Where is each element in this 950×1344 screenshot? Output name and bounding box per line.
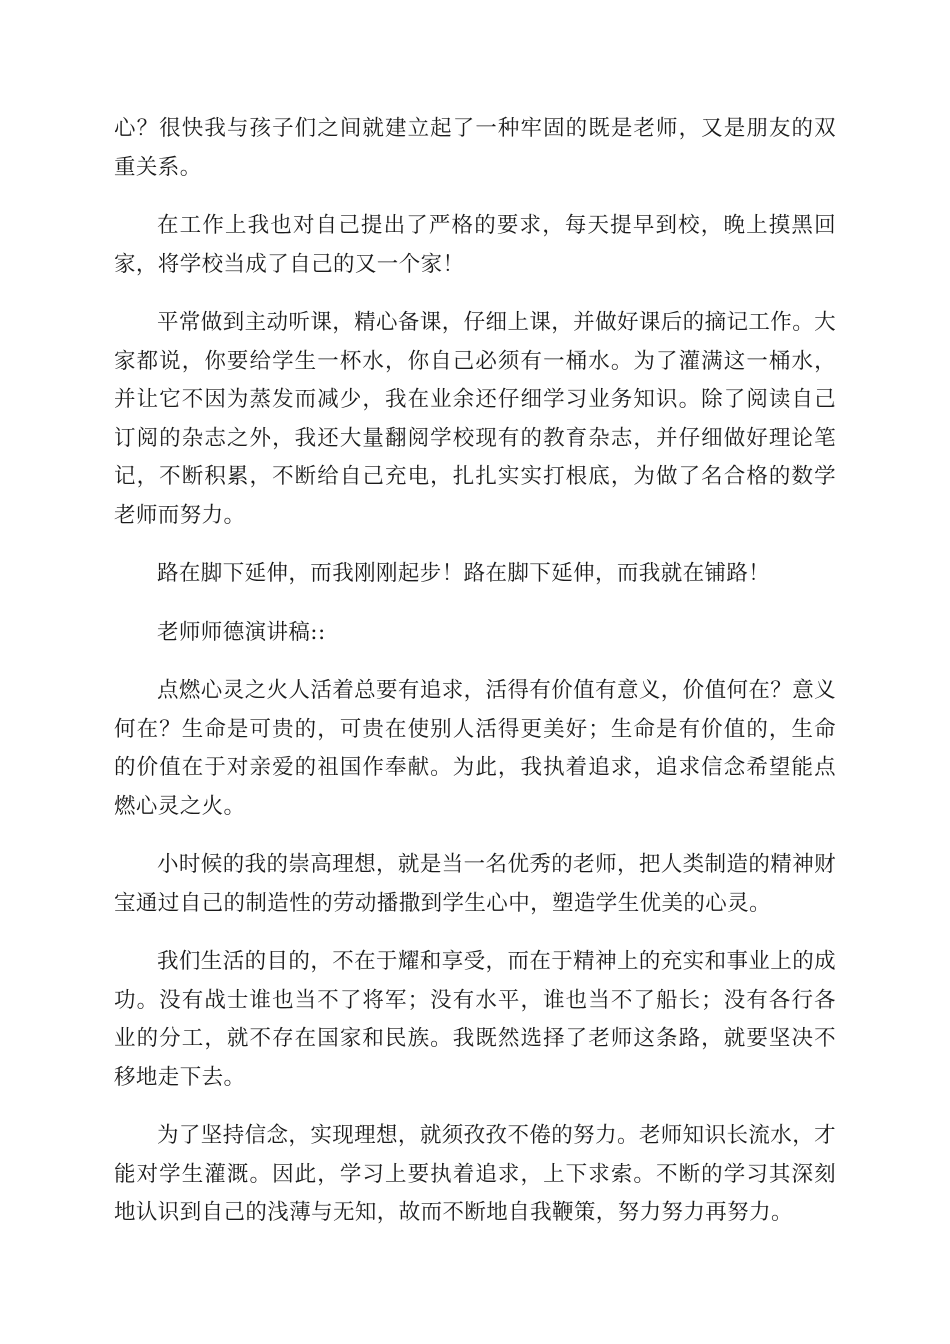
paragraph: 在工作上我也对自己提出了严格的要求，每天提早到校，晚上摸黑回家，将学校当成了自己的又一个家！ (114, 213, 836, 277)
paragraph-continuation: 心？很快我与孩子们之间就建立起了一种牢固的既是老师，又是朋友的双重关系。 (114, 116, 836, 180)
paragraph: 点燃心灵之火人活着总要有追求，活得有价值有意义，价值何在？意义何在？生命是可贵的，可贵在使别人活得更美好；生命是有价值的，生命的价值在于对亲爱的祖国作奉献。为此，我执着追求，追求信念希望能点燃心灵之火。 (114, 678, 836, 819)
paragraph: 小时候的我的崇高理想，就是当一名优秀的老师，把人类制造的精神财宝通过自己的制造性的劳动播撒到学生心中，塑造学生优美的心灵。 (114, 852, 836, 916)
paragraph: 为了坚持信念，实现理想，就须孜孜不倦的努力。老师知识长流水，才能对学生灌溉。因此，学习上要执着追求，上下求索。不断的学习其深刻地认识到自己的浅薄与无知，故而不断地自我鞭策，努力努力再努力。 (114, 1123, 836, 1225)
document-body (114, 110, 836, 1253)
paragraph: 平常做到主动听课，精心备课，仔细上课，并做好课后的摘记工作。大家都说，你要给学生一杯水，你自己必须有一桶水。为了灌满这一桶水，并让它不因为蒸发而减少，我在业余还仔细学习业务知识。除了阅读自己订阅的杂志之外，我还大量翻阅学校现有的教育杂志，并仔细做好理论笔记，不断积累，不断给自己充电，扎扎实实打根底，为做了名合格的数学老师而努力。 (114, 310, 836, 528)
paragraph: 我们生活的目的，不在于耀和享受，而在于精神上的充实和事业上的成功。没有战士谁也当不了将军；没有水平，谁也当不了船长；没有各行各业的分工，就不存在国家和民族。我既然选择了老师这条路，就要坚决不移地走下去。 (114, 949, 836, 1090)
paragraph: 路在脚下延伸，而我刚刚起步！路在脚下延伸，而我就在铺路！ (157, 561, 771, 586)
section-heading: 老师师德演讲稿:: (157, 619, 326, 645)
